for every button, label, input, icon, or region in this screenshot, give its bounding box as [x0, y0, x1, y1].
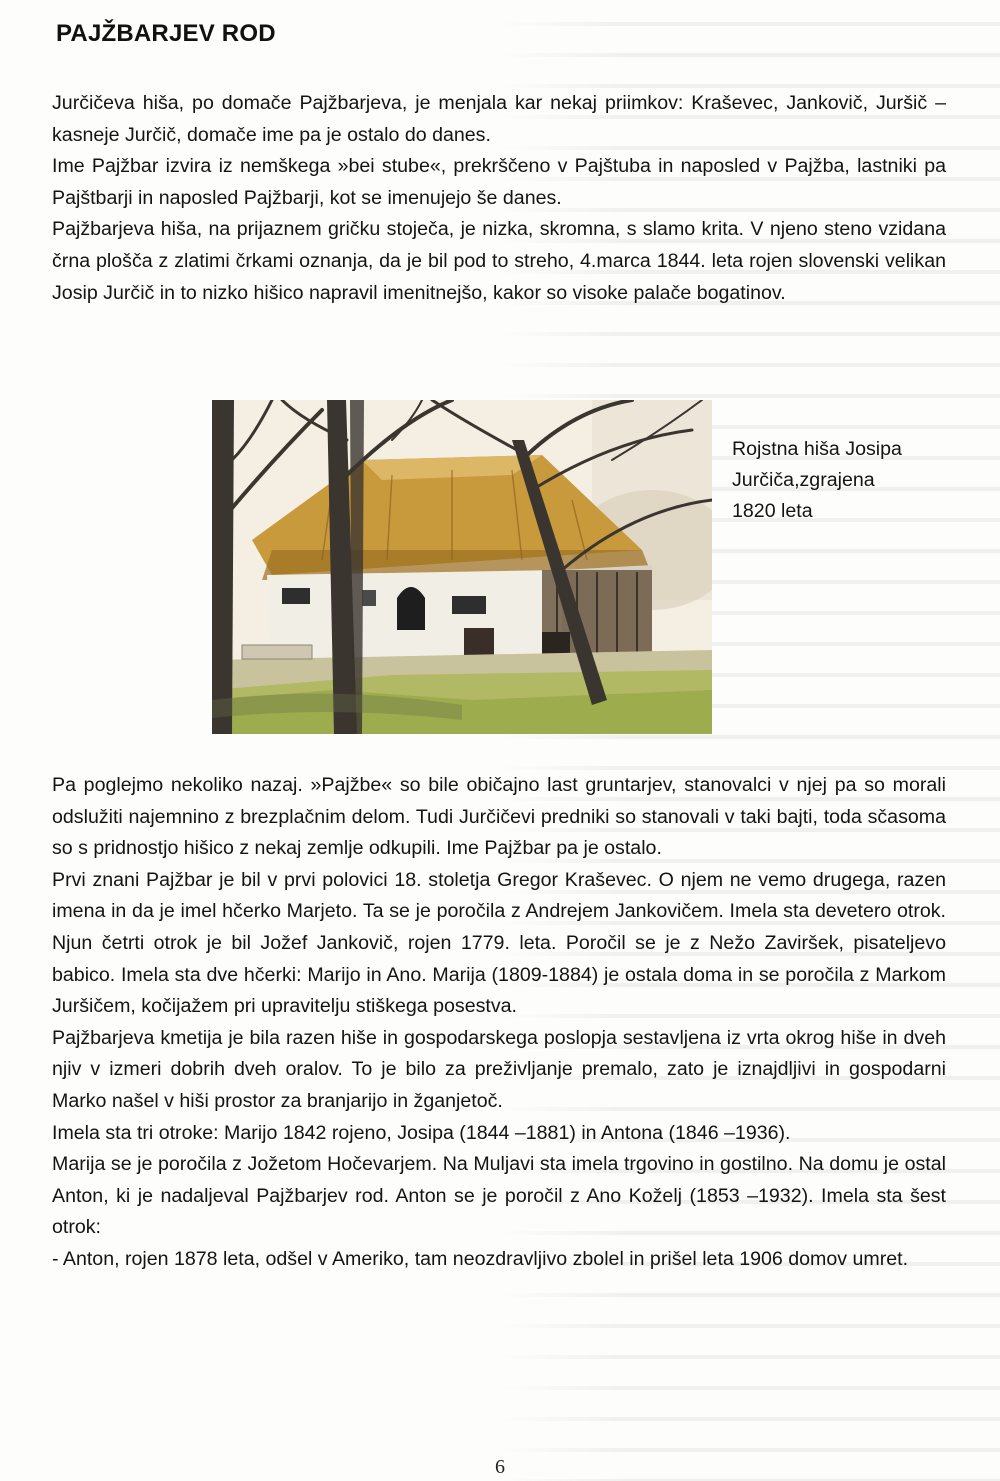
- page-title: PAJŽBARJEV ROD: [56, 20, 276, 47]
- page-number: 6: [495, 1456, 505, 1478]
- history-section: [52, 770, 946, 1276]
- birth-house-painting: [212, 400, 712, 734]
- history-paragraph: Imela sta tri otroke: Marijo 1842 rojeno, Josipa (1844 –1881) in Antona (1846 –1936).: [52, 1121, 791, 1144]
- history-paragraph: Pajžbarjeva kmetija je bila razen hiše in gospodarskega poslopja sestavljena iz vrta okrog hiše in dveh njiv v izmeri dobrih dveh oralov. To je bilo za preživljanje premalo, zato je iznajdljivi in gospodarni Marko našel v hiši prostor za branjarijo in žganjetoč.: [52, 1026, 946, 1112]
- history-paragraph: Marija se je poročila z Jožetom Hočevarjem. Na Muljavi sta imela trgovino in gostilno. Na domu je ostal Anton, ki je nadaljeval Pajžbarjev rod. Anton se je poročil z Ano Koželj (1853 –1932). Imela sta šest otrok:: [52, 1153, 946, 1239]
- figure-caption: [732, 434, 952, 527]
- history-paragraph: - Anton, rojen 1878 leta, odšel v Ameriko, tam neozdravljivo zbolel in prišel leta 1906 domov umret.: [52, 1247, 909, 1270]
- caption-line: Jurčiča,zgrajena: [732, 469, 875, 491]
- intro-paragraph: Jurčičeva hiša, po domače Pajžbarjeva, je menjala kar nekaj priimkov: Kraševec, Jankovič, Juršič – kasneje Jurčič, domače ime pa je ostalo do danes.: [52, 92, 946, 146]
- caption-line: 1820 leta: [732, 500, 813, 522]
- caption-line: Rojstna hiša Josipa: [732, 438, 902, 460]
- intro-paragraph: Ime Pajžbar izvira iz nemškega »bei stube«, prekrščeno v Pajštuba in naposled v Pajžba, lastniki pa Pajštbarji in naposled Pajžbarji, kot se imenujejo še danes.: [52, 155, 946, 209]
- watercolor-house-illustration: [212, 400, 712, 734]
- intro-section: [52, 88, 946, 309]
- intro-paragraph: Pajžbarjeva hiša, na prijaznem gričku stoječa, je nizka, skromna, s slamo krita. V njeno steno vzidana črna plošča z zlatimi črkami oznanja, da je bil pod to streho, 4.marca 1844. leta rojen slovenski velikan Josip Jurčič in to nizko hišico napravil imenitnejšo, kakor so visoke palače bogatinov.: [52, 218, 946, 304]
- history-paragraph: Prvi znani Pajžbar je bil v prvi polovici 18. stoletja Gregor Kraševec. O njem ne vemo drugega, razen imena in da je imel hčerko Marjeto. Ta se je poročila z Andrejem Jankovičem. Imela sta devetero otrok. Njun četrti otrok je bil Jožef Jankovič, rojen 1779. leta. Poročil se je z Nežo Zaviršek, pisateljevo babico. Imela sta dve hčerki: Marijo in Ano. Marija (1809-1884) je ostala doma in se poročila z Markom Juršičem, kočijažem pri upravitelju stiškega posestva.: [52, 868, 946, 1018]
- history-paragraph: Pa poglejmo nekoliko nazaj. »Pajžbe« so bile običajno last gruntarjev, stanovalci v njej pa so morali odslužiti najemnino z brezplačnim delom. Tudi Jurčičevi predniki so stanovali v taki bajti, toda sčasoma so s pridnostjo hišico z nekaj zemlje odkupili. Ime Pajžbar pa je ostalo.: [52, 774, 946, 860]
